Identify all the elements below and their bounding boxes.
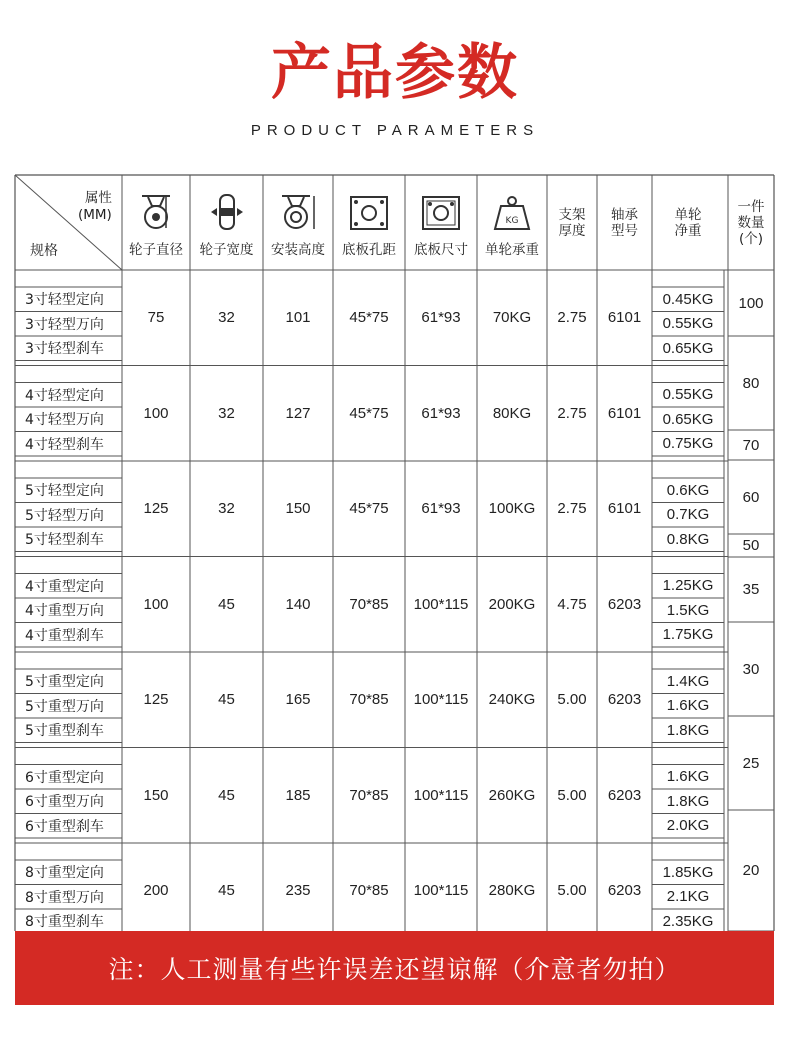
spec-load-value: 260KG [488, 786, 536, 804]
spec-name: 3寸轻型万向 [25, 316, 104, 333]
header-wheel-width [190, 175, 263, 270]
net-weight-value: 1.85KG [662, 863, 714, 881]
spec-thickness-value: 2.75 [557, 404, 587, 422]
spec-thickness-value: 2.75 [557, 309, 587, 327]
net-weight-value: 1.8KG [666, 792, 710, 810]
spec-hole-value: 45*75 [349, 404, 389, 422]
header-qty-line2: 数量 [737, 214, 765, 231]
spec-name: 8寸重型万向 [25, 889, 104, 906]
spec-width-value: 32 [218, 309, 235, 327]
spec-width-value: 45 [218, 595, 235, 613]
spec-load-value: 80KG [492, 404, 532, 422]
mount-height-icon [276, 192, 320, 232]
spec-bearing-value: 6203 [607, 691, 642, 709]
quantity-value: 30 [742, 660, 760, 678]
spec-height-value: 140 [285, 595, 311, 613]
spec-bearing-value: 6101 [607, 500, 642, 518]
spec-name: 5寸轻型刹车 [25, 532, 104, 549]
spec-plate-value: 100*115 [413, 882, 469, 900]
spec-bearing-value: 6101 [607, 309, 642, 327]
net-weight-value: 1.6KG [666, 768, 710, 786]
header-quantity [728, 175, 774, 270]
spec-thickness-value: 5.00 [557, 786, 587, 804]
header-attr-label: 属性 [84, 190, 112, 206]
net-weight-value: 0.7KG [666, 506, 710, 524]
spec-plate-value: 61*93 [421, 404, 461, 422]
spec-bearing-value: 6203 [607, 882, 642, 900]
spec-name: 5寸重型万向 [25, 698, 104, 715]
spec-hole-value: 70*85 [349, 595, 389, 613]
net-weight-value: 0.6KG [666, 481, 710, 499]
spec-diameter-value: 150 [143, 786, 169, 804]
net-weight-value: 0.75KG [662, 435, 714, 453]
header-bracket-line1: 支架 [558, 206, 586, 223]
spec-plate-value: 61*93 [421, 500, 461, 518]
spec-name: 6寸重型定向 [25, 769, 104, 786]
header-col-plate-label: 底板尺寸 [414, 242, 468, 258]
spec-plate-value: 61*93 [421, 309, 461, 327]
header-unit-label: (MM) [78, 207, 112, 223]
spec-bearing-value: 6203 [607, 595, 642, 613]
spec-load-value: 100KG [488, 500, 536, 518]
spec-thickness-value: 5.00 [557, 882, 587, 900]
spec-width-value: 32 [218, 404, 235, 422]
measurement-note: 注：人工测量有些许误差还望谅解（介意者勿拍） [15, 931, 774, 1005]
header-qty-line1: 一件 [737, 198, 765, 215]
spec-name: 5寸重型刹车 [25, 723, 104, 740]
header-plate-hole [333, 175, 405, 270]
spec-name: 3寸轻型定向 [25, 292, 104, 309]
spec-width-value: 45 [218, 882, 235, 900]
spec-name: 4寸重型刹车 [25, 627, 104, 644]
spec-name: 4寸轻型万向 [25, 412, 104, 429]
header-bearing-line1: 轴承 [611, 206, 638, 223]
spec-height-value: 235 [285, 882, 311, 900]
quantity-value: 60 [742, 488, 760, 506]
page-subtitle: PRODUCT PARAMETERS [250, 122, 540, 139]
header-net-line1: 单轮 [674, 206, 702, 223]
spec-height-value: 165 [285, 691, 311, 709]
spec-load-value: 200KG [488, 595, 536, 613]
spec-hole-value: 70*85 [349, 882, 389, 900]
spec-width-value: 45 [218, 786, 235, 804]
net-weight-value: 2.35KG [662, 912, 714, 930]
spec-bearing-value: 6101 [607, 404, 642, 422]
plate-hole-icon [348, 194, 390, 232]
net-weight-value: 0.65KG [662, 339, 714, 357]
quantity-value: 70 [742, 436, 760, 454]
spec-name: 4寸轻型刹车 [25, 436, 104, 453]
header-col-height-label: 安装高度 [271, 242, 325, 258]
spec-diameter-value: 200 [143, 882, 169, 900]
net-weight-value: 1.5KG [666, 601, 710, 619]
quantity-value: 100 [738, 294, 764, 312]
spec-diameter-value: 125 [143, 691, 169, 709]
spec-name: 8寸重型定向 [25, 865, 104, 882]
net-weight-value: 1.4KG [666, 672, 710, 690]
weight-icon [492, 194, 532, 232]
quantity-value: 25 [742, 754, 760, 772]
header-col-diameter-label: 轮子直径 [129, 242, 183, 258]
wheel-diameter-icon [136, 192, 176, 232]
plate-size-icon [420, 194, 462, 232]
quantity-value: 35 [742, 581, 760, 598]
spec-plate-value: 100*115 [413, 595, 469, 613]
spec-name: 3寸轻型刹车 [25, 341, 104, 358]
spec-name: 5寸重型定向 [25, 674, 104, 691]
spec-load-value: 240KG [488, 691, 536, 709]
spec-thickness-value: 5.00 [557, 691, 587, 709]
net-weight-value: 2.1KG [666, 888, 710, 906]
wheel-width-icon [207, 192, 247, 232]
spec-height-value: 101 [285, 309, 311, 327]
net-weight-value: 1.75KG [662, 626, 714, 644]
page-title: 产品参数 [271, 38, 519, 108]
spec-load-value: 70KG [492, 309, 532, 327]
header-net-line2: 净重 [674, 222, 702, 239]
spec-name: 8寸重型刹车 [25, 914, 104, 931]
net-weight-value: 0.65KG [662, 410, 714, 428]
header-col-load-label: 单轮承重 [485, 242, 539, 258]
header-wheel-diameter [122, 175, 190, 270]
spec-hole-value: 70*85 [349, 786, 389, 804]
quantity-value: 50 [742, 537, 760, 554]
spec-name: 4寸重型万向 [25, 603, 104, 620]
spec-hole-value: 70*85 [349, 691, 389, 709]
spec-hole-value: 45*75 [349, 309, 389, 327]
header-bearing-line2: 型号 [611, 222, 638, 239]
spec-bearing-value: 6203 [607, 786, 642, 804]
header-net-weight [652, 175, 724, 270]
net-weight-value: 1.6KG [666, 697, 710, 715]
header-col-width-label: 轮子宽度 [199, 242, 254, 258]
header-attribute [78, 190, 112, 224]
header-mount-height [263, 175, 333, 270]
quantity-value: 80 [742, 374, 760, 392]
spec-height-value: 150 [285, 500, 311, 518]
spec-plate-value: 100*115 [413, 691, 469, 709]
header-bearing-model [597, 175, 652, 270]
spec-plate-value: 100*115 [413, 786, 469, 804]
spec-name: 6寸重型万向 [25, 794, 104, 811]
spec-load-value: 280KG [488, 882, 536, 900]
net-weight-value: 1.25KG [662, 577, 714, 595]
weight-icon-text: KG [505, 216, 519, 226]
spec-name: 5寸轻型万向 [25, 507, 104, 524]
net-weight-value: 2.0KG [666, 817, 710, 835]
spec-thickness-value: 2.75 [557, 500, 587, 518]
spec-name: 4寸轻型定向 [25, 387, 104, 404]
net-weight-value: 0.55KG [662, 315, 714, 333]
spec-name: 5寸轻型定向 [25, 483, 104, 500]
spec-name: 4寸重型定向 [25, 578, 104, 595]
spec-hole-value: 45*75 [349, 500, 389, 518]
spec-name: 6寸重型刹车 [25, 818, 104, 835]
net-weight-value: 1.8KG [666, 721, 710, 739]
spec-height-value: 185 [285, 786, 311, 804]
spec-width-value: 32 [218, 500, 235, 518]
net-weight-value: 0.55KG [662, 386, 714, 404]
spec-height-value: 127 [285, 404, 311, 422]
spec-diameter-value: 100 [143, 595, 169, 613]
spec-width-value: 45 [218, 691, 235, 709]
quantity-value: 20 [742, 862, 760, 879]
spec-diameter-value: 75 [147, 309, 165, 327]
header-bracket-thickness [547, 175, 597, 270]
header-load [477, 175, 547, 270]
spec-thickness-value: 4.75 [557, 595, 587, 613]
net-weight-value: 0.8KG [666, 530, 710, 548]
header-plate-size [405, 175, 477, 270]
spec-diameter-value: 100 [143, 404, 169, 422]
header-col-hole-label: 底板孔距 [342, 242, 396, 258]
header-qty-line3: (个) [738, 230, 764, 247]
spec-diameter-value: 125 [143, 500, 169, 518]
header-spec-label: 规格 [30, 243, 58, 259]
net-weight-value: 0.45KG [662, 290, 714, 308]
header-bracket-line2: 厚度 [558, 222, 586, 239]
